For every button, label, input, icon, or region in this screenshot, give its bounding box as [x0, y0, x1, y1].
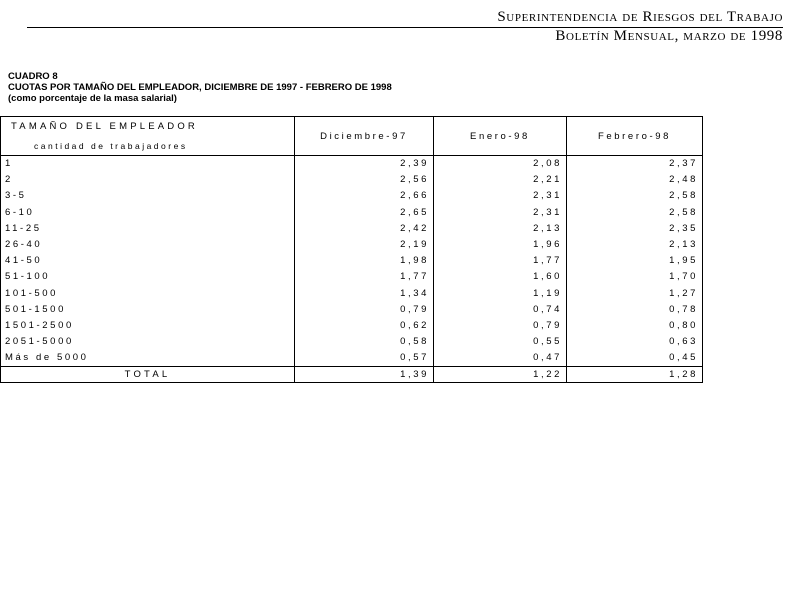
- row-size-label: 41-50: [1, 253, 295, 269]
- total-row: [1, 367, 703, 383]
- row-value: 1,95: [567, 253, 703, 269]
- table-row: [1, 205, 703, 221]
- row-value: 1,34: [295, 286, 434, 302]
- row-value: 0,79: [295, 302, 434, 318]
- table-row: [1, 286, 703, 302]
- table-row: [1, 269, 703, 285]
- row-value: 0,45: [567, 350, 703, 367]
- row-value: 0,74: [434, 302, 567, 318]
- row-size-label: 501-1500: [1, 302, 295, 318]
- total-label: TOTAL: [1, 367, 295, 383]
- total-value: 1,39: [295, 367, 434, 383]
- table-row: [1, 253, 703, 269]
- row-value: 2,37: [567, 156, 703, 173]
- table-row: [1, 221, 703, 237]
- row-value: 0,58: [295, 334, 434, 350]
- row-size-label: 1: [1, 156, 295, 173]
- row-value: 2,66: [295, 188, 434, 204]
- bulletin-title: Boletín Mensual, marzo de 1998: [555, 28, 783, 44]
- column-header-feb98: Febrero-98: [567, 117, 703, 156]
- row-size-label: 11-25: [1, 221, 295, 237]
- table-row: [1, 188, 703, 204]
- table-header-row: [1, 117, 703, 137]
- row-value: 2,08: [434, 156, 567, 173]
- row-size-label: 26-40: [1, 237, 295, 253]
- column-header-ene98: Enero-98: [434, 117, 567, 156]
- row-size-label: 2051-5000: [1, 334, 295, 350]
- row-size-label: 6-10: [1, 205, 295, 221]
- row-value: 0,57: [295, 350, 434, 367]
- total-value: 1,28: [567, 367, 703, 383]
- row-value: 1,77: [295, 269, 434, 285]
- total-value: 1,22: [434, 367, 567, 383]
- row-value: 0,79: [434, 318, 567, 334]
- row-value: 1,27: [567, 286, 703, 302]
- caption-subtitle: (como porcentaje de la masa salarial): [8, 93, 177, 104]
- row-value: 2,58: [567, 188, 703, 204]
- row-value: 0,47: [434, 350, 567, 367]
- caption-title: CUOTAS POR TAMAÑO DEL EMPLEADOR, DICIEMBRE DE 1997 - FEBRERO DE 1998: [8, 82, 392, 93]
- row-size-label: 2: [1, 172, 295, 188]
- row-value: 2,39: [295, 156, 434, 173]
- row-value: 2,13: [434, 221, 567, 237]
- row-size-label: 51-100: [1, 269, 295, 285]
- row-value: 0,55: [434, 334, 567, 350]
- row-value: 2,65: [295, 205, 434, 221]
- row-value: 1,60: [434, 269, 567, 285]
- row-value: 0,80: [567, 318, 703, 334]
- organization-name: Superintendencia de Riesgos del Trabajo: [497, 9, 783, 25]
- row-size-label: 3-5: [1, 188, 295, 204]
- table-row: [1, 334, 703, 350]
- row-size-label: Más de 5000: [1, 350, 295, 367]
- row-value: 2,42: [295, 221, 434, 237]
- table-row: [1, 350, 703, 367]
- row-value: 2,48: [567, 172, 703, 188]
- row-value: 2,58: [567, 205, 703, 221]
- row-value: 1,77: [434, 253, 567, 269]
- table-row: [1, 237, 703, 253]
- column-header-dic97: Diciembre-97: [295, 117, 434, 156]
- row-value: 2,31: [434, 205, 567, 221]
- table-row: [1, 156, 703, 173]
- row-value: 1,19: [434, 286, 567, 302]
- row-value: 2,56: [295, 172, 434, 188]
- header-employer-size: TAMAÑO DEL EMPLEADOR: [1, 117, 295, 137]
- table-row: [1, 302, 703, 318]
- row-value: 0,62: [295, 318, 434, 334]
- row-value: 2,19: [295, 237, 434, 253]
- row-value: 1,70: [567, 269, 703, 285]
- row-value: 2,13: [567, 237, 703, 253]
- row-value: 0,63: [567, 334, 703, 350]
- table-row: [1, 172, 703, 188]
- row-value: 1,96: [434, 237, 567, 253]
- row-value: 2,35: [567, 221, 703, 237]
- table-row: [1, 318, 703, 334]
- quota-table: [0, 116, 703, 383]
- row-value: 0,78: [567, 302, 703, 318]
- row-size-label: 101-500: [1, 286, 295, 302]
- header-worker-count: cantidad de trabajadores: [1, 136, 295, 156]
- row-value: 2,31: [434, 188, 567, 204]
- row-size-label: 1501-2500: [1, 318, 295, 334]
- table-caption: [8, 71, 392, 104]
- row-value: 1,98: [295, 253, 434, 269]
- caption-number: CUADRO 8: [8, 71, 58, 82]
- row-value: 2,21: [434, 172, 567, 188]
